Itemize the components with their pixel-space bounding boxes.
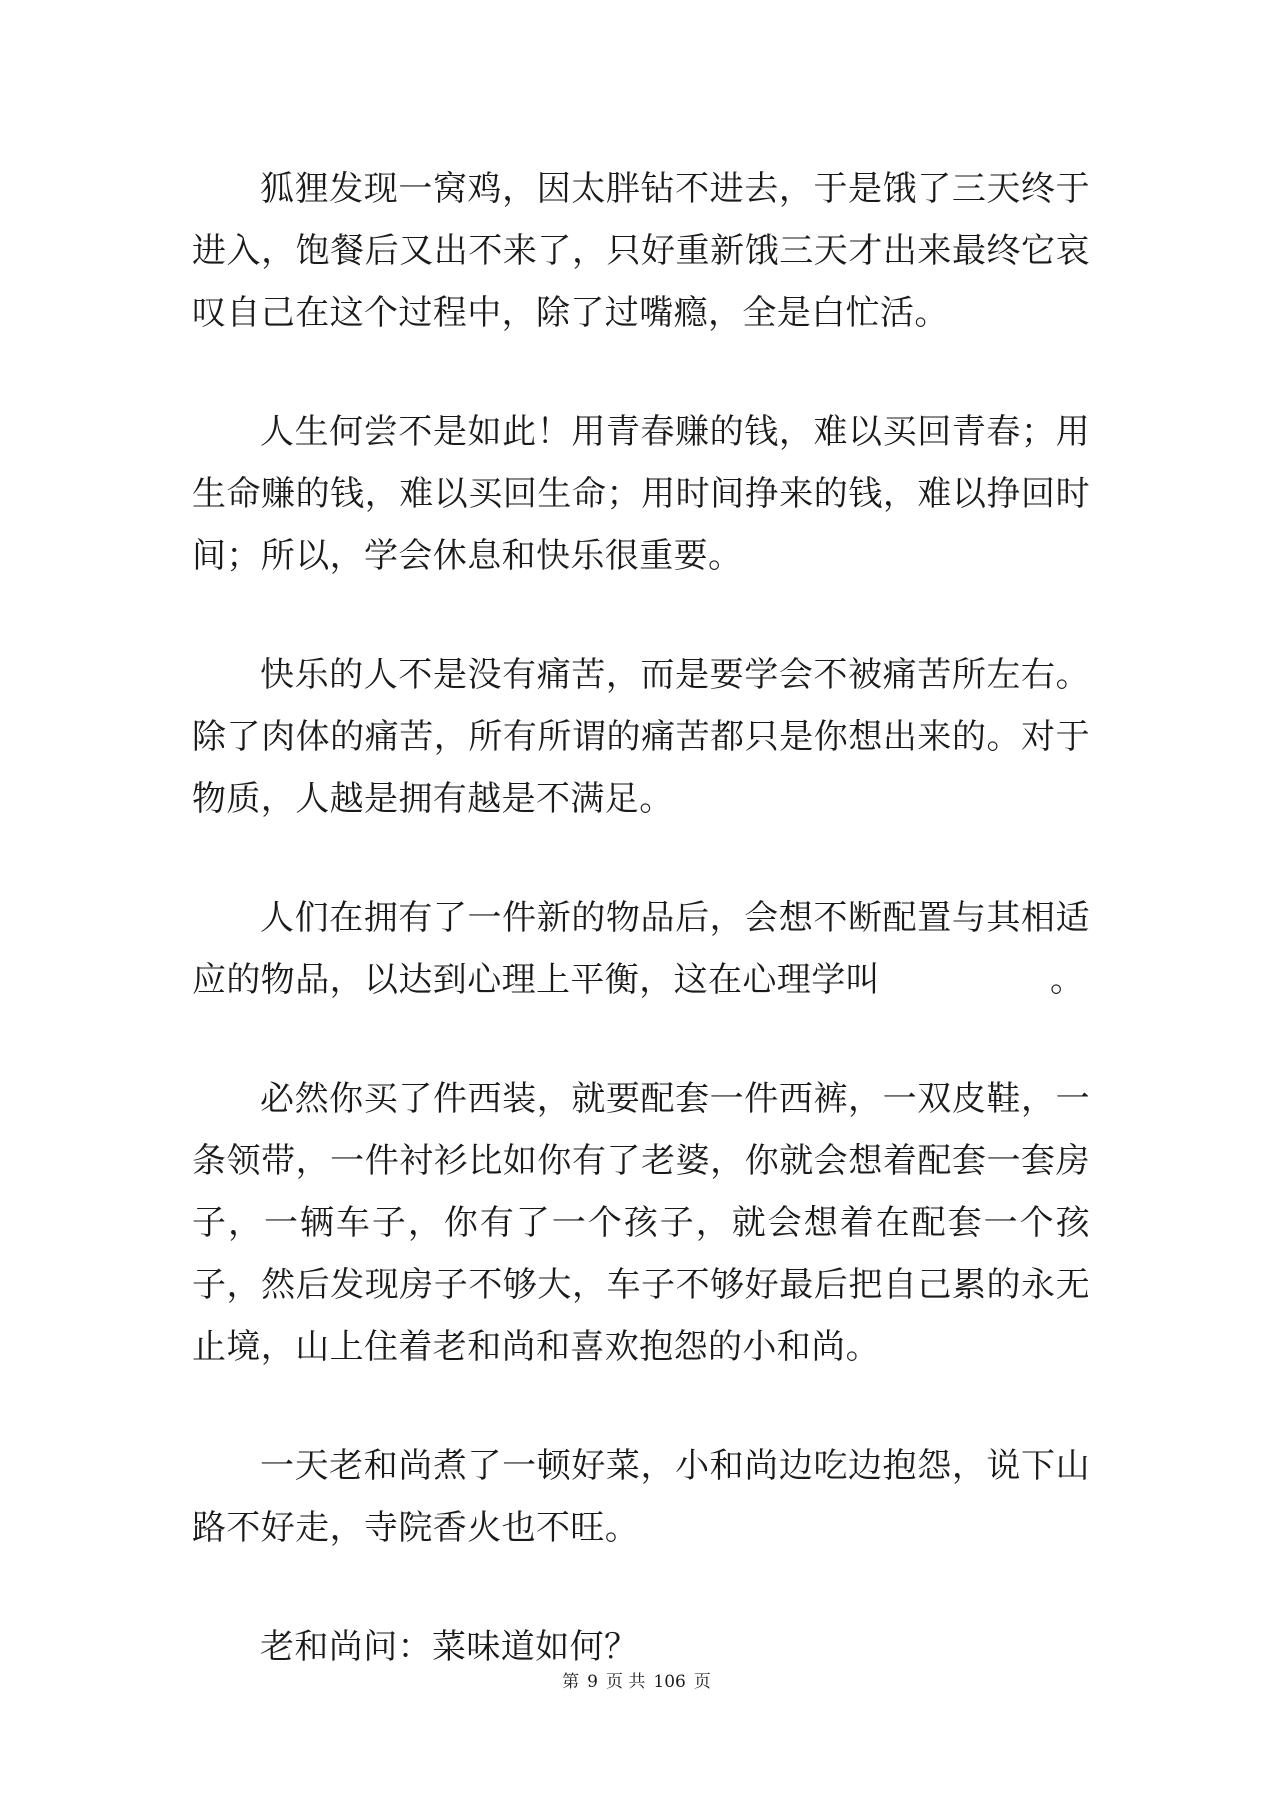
- paragraph-psychology-text: 人们在拥有了一件新的物品后，会想不断配置与其相适应的物品，以达到心理上平衡，这在心理学叫: [192, 898, 1090, 1000]
- paragraph-happiness: 快乐的人不是没有痛苦，而是要学会不被痛苦所左右。除了肉体的痛苦，所有所谓的痛苦都只是你想出来的。对于物质，人越是拥有越是不满足。: [192, 655, 1090, 819]
- paragraph-life-reflection: 人生何尝不是如此！用青春赚的钱，难以买回青春；用生命赚的钱，难以买回生命；用时间挣来的钱，难以挣回时间；所以，学会休息和快乐很重要。: [192, 412, 1090, 576]
- page-footer: [0, 1670, 1273, 1694]
- body-text: [192, 158, 1090, 1735]
- paragraph-suit-example: 必然你买了件西装，就要配套一件西裤，一双皮鞋，一条领带，一件衬衫比如你有了老婆，你就会想着配套一套房子，一辆车子，你有了一个孩子，就会想着在配套一个孩子，然后发现房子不够大，车子不够好最后把自己累的永无止境，山上住着老和尚和喜欢抱怨的小和尚。: [192, 1079, 1090, 1367]
- fill-in-blank: [880, 990, 1050, 991]
- paragraph-fox-story: 狐狸发现一窝鸡，因太胖钻不进去，于是饿了三天终于进入，饱餐后又出不来了，只好重新饿三天才出来最终它哀叹自己在这个过程中，除了过嘴瘾，全是白忙活。: [192, 169, 1090, 333]
- footer-total-pages: 106: [653, 1672, 686, 1692]
- footer-prefix: 第: [562, 1672, 580, 1692]
- footer-suffix: 页: [693, 1672, 711, 1692]
- paragraph-monk-meal: 一天老和尚煮了一顿好菜，小和尚边吃边抱怨，说下山路不好走，寺院香火也不旺。: [192, 1446, 1090, 1548]
- paragraph-psychology-end: 。: [1050, 960, 1085, 1000]
- paragraph-psychology-term: [192, 887, 1090, 1011]
- paragraph-monk-question: 老和尚问：菜味道如何？: [260, 1627, 639, 1667]
- footer-page-number: 9: [587, 1672, 598, 1692]
- footer-middle: 页 共: [605, 1672, 646, 1692]
